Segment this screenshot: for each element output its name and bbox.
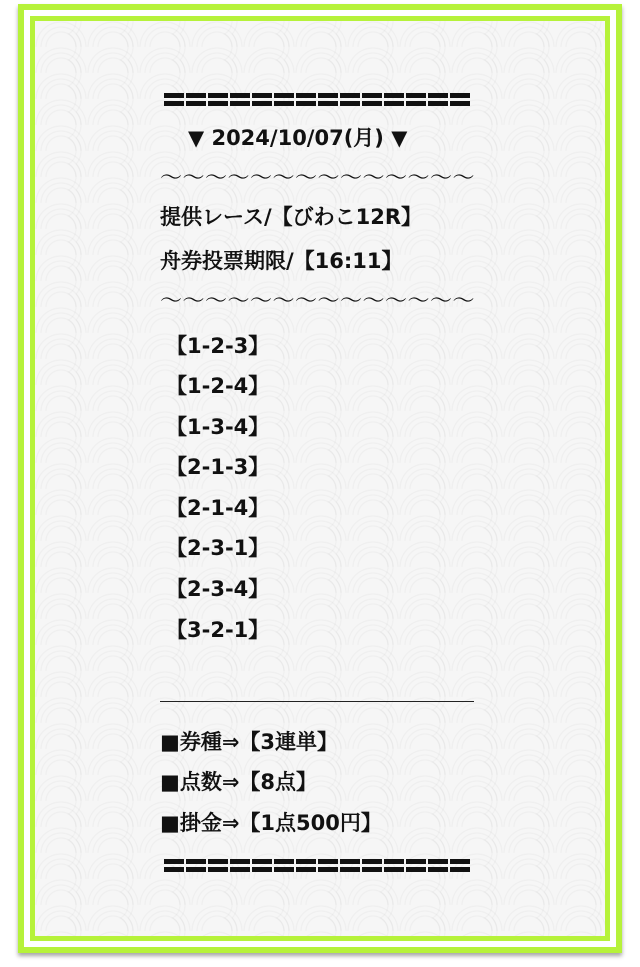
combination-item: 【1-3-4】 xyxy=(166,415,270,439)
top-double-dash-rule xyxy=(164,90,472,108)
race-info: 提供レース/【びわこ12R】 xyxy=(160,205,423,229)
wave-separator-bottom: 〜〜〜〜〜〜〜〜〜〜〜〜〜〜 xyxy=(160,289,476,314)
bottom-double-dash-rule xyxy=(164,856,472,874)
combination-item: 【2-3-1】 xyxy=(166,536,270,560)
combination-item: 【1-2-4】 xyxy=(166,374,270,398)
date-heading: ▼ 2024/10/07(月) ▼ xyxy=(188,126,408,150)
deadline-info: 舟券投票期限/【16:11】 xyxy=(160,249,403,273)
combination-item: 【1-2-3】 xyxy=(166,334,270,358)
bet-type-line: ■券種⇒【3連単】 xyxy=(160,730,339,754)
section-divider xyxy=(160,701,474,702)
stake-line: ■掛金⇒【1点500円】 xyxy=(160,811,382,835)
wave-separator-top: 〜〜〜〜〜〜〜〜〜〜〜〜〜〜 xyxy=(160,166,476,191)
combination-item: 【3-2-1】 xyxy=(166,618,270,642)
patterned-panel xyxy=(30,16,610,941)
points-line: ■点数⇒【8点】 xyxy=(160,770,318,794)
combination-item: 【2-1-3】 xyxy=(166,455,270,479)
combination-item: 【2-1-4】 xyxy=(166,496,270,520)
combination-item: 【2-3-4】 xyxy=(166,577,270,601)
